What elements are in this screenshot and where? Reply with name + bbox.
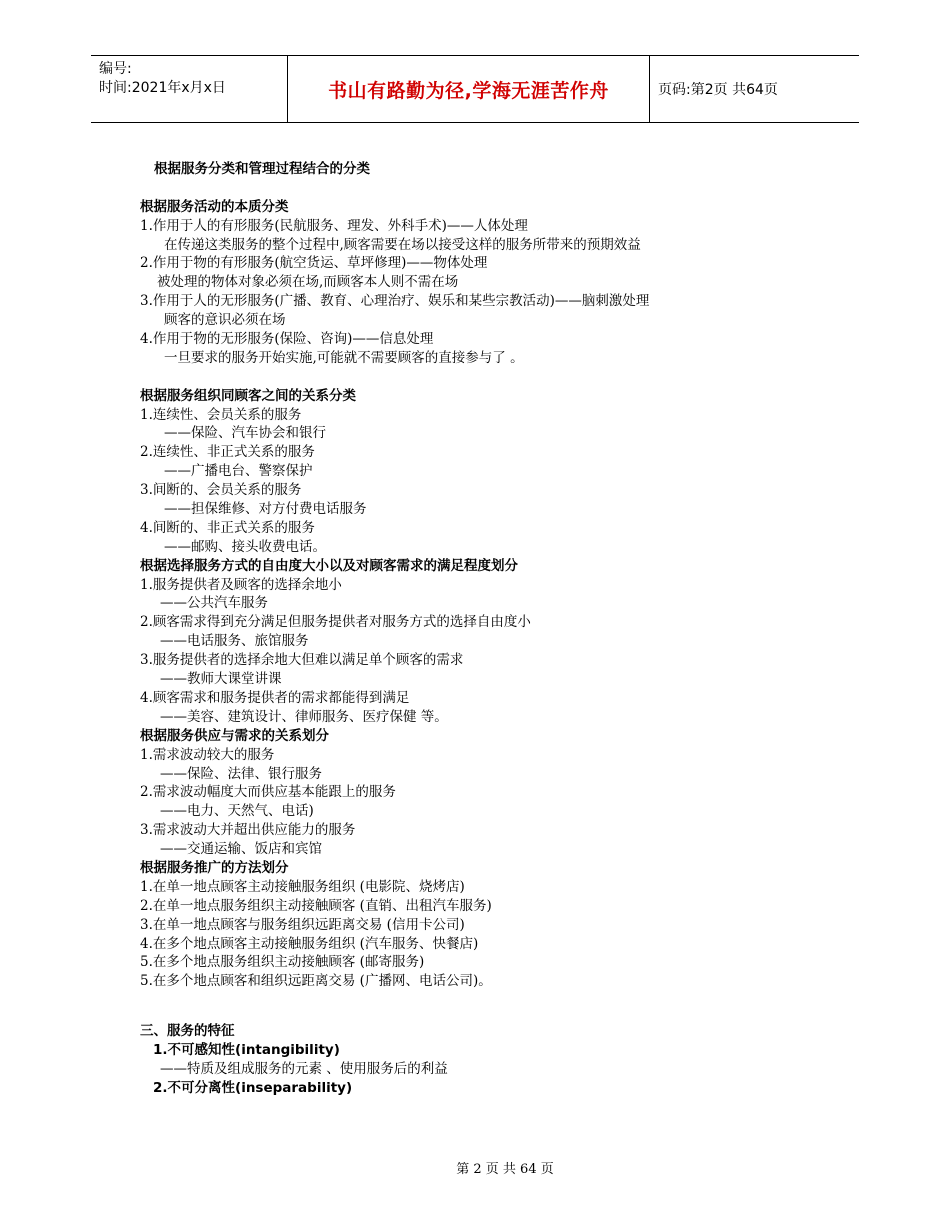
list-item: 1.作用于人的有形服务(民航服务、理发、外科手术)——人体处理 [140,217,528,234]
list-item: 5.在多个地点顾客和组织远距离交易 (广播网、电话公司)。 [140,973,492,990]
list-item: 1.在单一地点顾客主动接触服务组织 (电影院、烧烤店) [140,878,465,895]
header-left-cell [91,56,287,122]
list-item: 1.连续性、会员关系的服务 [140,406,302,423]
feature-item: 1.不可感知性(intangibility) [153,1041,340,1058]
list-item: 3.间断的、会员关系的服务 [140,482,302,499]
list-item: 2.连续性、非正式关系的服务 [140,444,315,461]
feature-item: 2.不可分离性(inseparability) [153,1079,353,1096]
list-item-desc: ——教师大课堂讲课 [160,671,282,688]
section-heading: 根据服务供应与需求的关系划分 [140,727,329,744]
list-item-desc: 在传递这类服务的整个过程中,顾客需要在场以接受这样的服务所带来的预期效益 [164,236,641,253]
list-item: 4.间断的、非正式关系的服务 [140,519,315,536]
list-item: 4.在多个地点顾客主动接触服务组织 (汽车服务、快餐店) [140,935,479,952]
feature-item-desc: ——特质及组成服务的元素 、使用服务后的利益 [160,1060,448,1077]
list-item: 2.顾客需求得到充分满足但服务提供者对服务方式的选择自由度小 [140,614,531,631]
list-item-desc: ——保险、法律、银行服务 [160,765,322,782]
page-footer [0,1158,950,1177]
list-item-desc: ——交通运输、饭店和宾馆 [160,841,322,858]
section-heading: 三、服务的特征 [140,1023,235,1040]
list-item-desc: 一旦要求的服务开始实施,可能就不需要顾客的直接参与了 。 [164,349,524,366]
header-right-cell [650,56,859,122]
list-item-desc: ——担保维修、对方付费电话服务 [164,501,367,518]
list-item-desc: ——保险、汽车协会和银行 [164,425,326,442]
list-item: 1.需求波动较大的服务 [140,746,275,763]
list-item: 2.在单一地点服务组织主动接触顾客 (直销、出租汽车服务) [140,897,492,914]
list-item-desc: ——美容、建筑设计、律师服务、医疗保健 等。 [160,708,448,725]
list-item: 3.在单一地点顾客与服务组织远距离交易 (信用卡公司) [140,916,465,933]
list-item-desc: 被处理的物体对象必须在场,而顾客本人则不需在场 [157,274,459,291]
list-item-desc: ——电力、天然气、电话) [160,803,314,820]
page-info: 页码:第2页 共64页 [658,82,778,98]
footer-page-number: 第 2 页 共 64 页 [456,1162,554,1177]
list-item: 3.服务提供者的选择余地大但难以满足单个顾客的需求 [140,652,464,669]
document-body [140,160,840,1098]
list-item: 1.服务提供者及顾客的选择余地小 [140,576,342,593]
section-heading: 根据选择服务方式的自由度大小以及对顾客需求的满足程度划分 [140,557,518,574]
list-item: 3.需求波动大并超出供应能力的服务 [140,822,356,839]
list-item-desc: 顾客的意识必须在场 [164,312,286,329]
list-item: 2.作用于物的有形服务(航空货运、草坪修理)——物体处理 [140,255,488,272]
list-item: 5.在多个地点服务组织主动接触顾客 (邮寄服务) [140,954,425,971]
serial-label: 编号: [99,61,132,77]
time-label: 时间:2021年x月x日 [99,80,226,96]
list-item-desc: ——电话服务、旅馆服务 [160,633,309,650]
header-middle-cell [287,56,650,122]
section-title: 根据服务分类和管理过程结合的分类 [154,161,370,177]
list-item: 3.作用于人的无形服务(广播、教育、心理治疗、娱乐和某些宗教活动)——脑刺激处理 [140,293,650,310]
list-item-desc: ——公共汽车服务 [160,595,268,612]
list-item: 4.作用于物的无形服务(保险、咨询)——信息处理 [140,331,434,348]
motto-text: 书山有路勤为径,学海无涯苦作舟 [328,79,609,102]
list-item: 2.需求波动幅度大而供应基本能跟上的服务 [140,784,396,801]
section-heading: 根据服务推广的方法划分 [140,859,289,876]
list-item: 4.顾客需求和服务提供者的需求都能得到满足 [140,689,410,706]
section-heading: 根据服务活动的本质分类 [140,198,289,215]
list-item-desc: ——广播电台、警察保护 [164,463,313,480]
list-item-desc: ——邮购、接头收费电话。 [164,538,326,555]
section-heading: 根据服务组织同顾客之间的关系分类 [140,387,356,404]
page-header [91,55,859,123]
